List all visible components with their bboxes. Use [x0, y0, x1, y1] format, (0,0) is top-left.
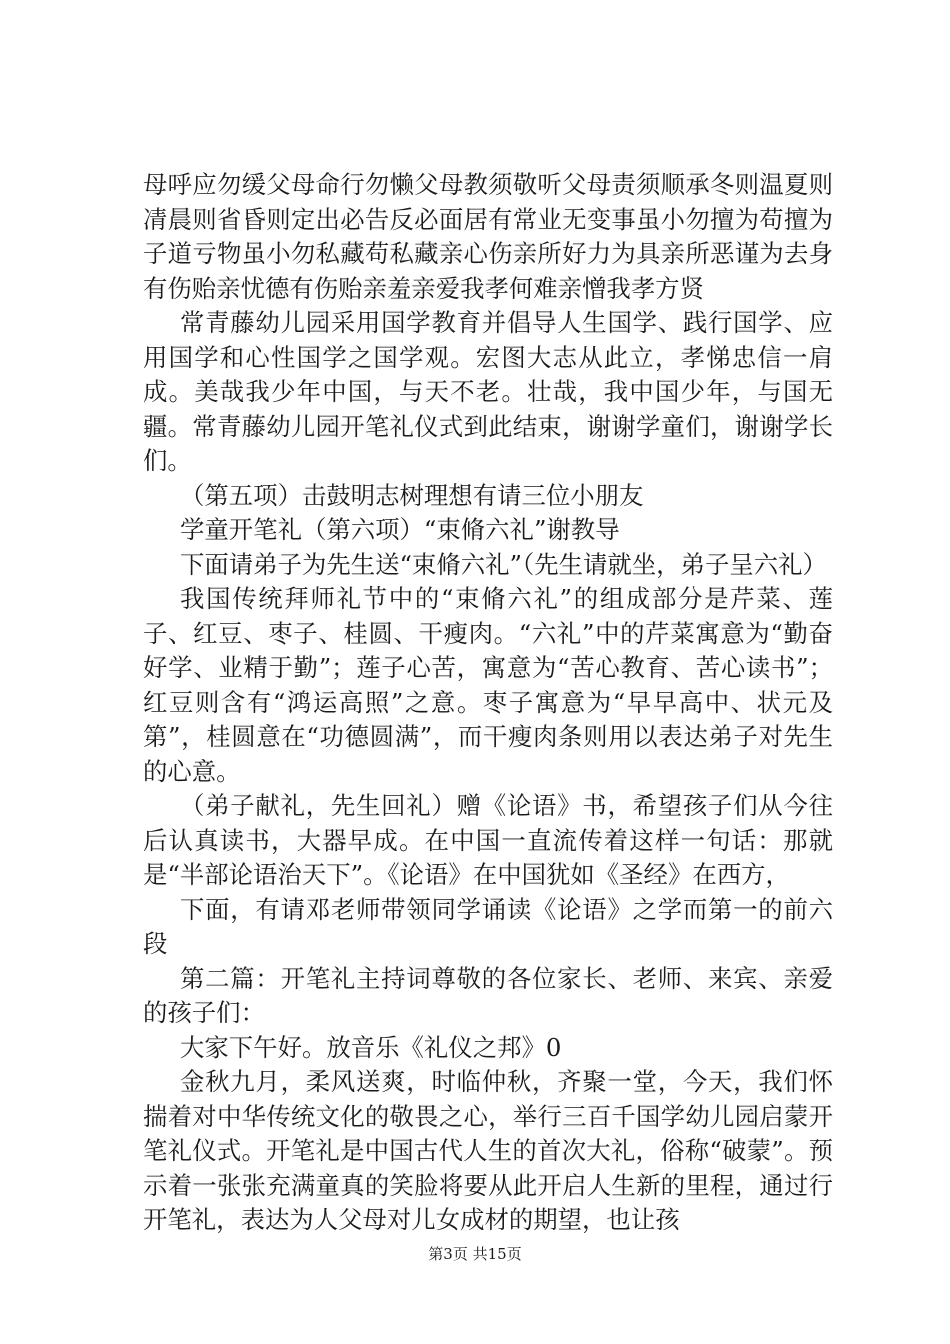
paragraph-7: （弟子献礼，先生回礼）赠《论语》书，希望孩子们从今往后认真读书，大器早成。在中国一直流传着这样一句话：那就是“半部论语治天下”。《论语》在中国犹如《圣经》在西方，: [143, 791, 833, 889]
paragraph-3: （第五项）击鼓明志树理想有请三位小朋友: [180, 480, 644, 510]
paragraph-8: 下面，有请邓老师带领同学诵读《论语》之学而第一的前六段: [143, 894, 833, 958]
paragraph-6: 我国传统拜师礼节中的“束脩六礼”的组成部分是芹菜、莲子、红豆、枣子、桂圆、干瘦肉。“六礼”中的芹菜寓意为“勤奋好学、业精于勤”；莲子心苦，寓意为“苦心教育、苦心读书”；红豆则含有“鸿运高照”之意。枣子寓意为“早早高中、状元及第”，桂圆意在“功德圆满”，而干瘦肉条则用以表达弟子对先生的心意。: [143, 584, 833, 786]
paragraph-11: 金秋九月，柔风送爽，时临仲秋，齐聚一堂，今天，我们怀揣着对中华传统文化的敬畏之心，举行三百千国学幼儿园启蒙开笔礼仪式。开笔礼是中国古代人生的首次大礼，俗称“破蒙”。预示着一张张充满童真的笑脸将要从此开启人生新的里程，通过行开笔礼，表达为人父母对儿女成材的期望，也让孩: [143, 1067, 833, 1234]
page-number-footer: 第3页 共15页: [428, 1245, 522, 1263]
paragraph-5: 下面请弟子为先生送“束脩六礼”（先生请就坐，弟子呈六礼）: [180, 549, 827, 579]
paragraph-9: 第二篇：开笔礼主持词尊敬的各位家长、老师、来宾、亲爱的孩子们：: [143, 963, 833, 1027]
paragraph-4: 学童开笔礼（第六项）“束脩六礼”谢教导: [180, 515, 620, 544]
paragraph-2: 常青藤幼儿园采用国学教育并倡导人生国学、践行国学、应用国学和心性国学之国学观。宏图大志从此立，孝悌忠信一肩成。美哉我少年中国，与天不老。壮哉，我中国少年，与国无疆。常青藤幼儿园开笔礼仪式到此结束，谢谢学童们，谢谢学长们。: [143, 308, 833, 475]
paragraph-1: 母呼应勿缓父母命行勿懒父母教须敬听父母责须顺承冬则温夏则凊晨则省昏则定出必告反必面居有常业无变事虽小勿擅为苟擅为子道亏物虽小勿私藏苟私藏亲心伤亲所好力为具亲所恶谨为去身有伤贻亲忧德有伤贻亲羞亲爱我孝何难亲憎我孝方贤: [143, 170, 833, 303]
body-text: [143, 168, 833, 1238]
paragraph-10: 大家下午好。放音乐《礼仪之邦》0: [180, 1032, 562, 1062]
